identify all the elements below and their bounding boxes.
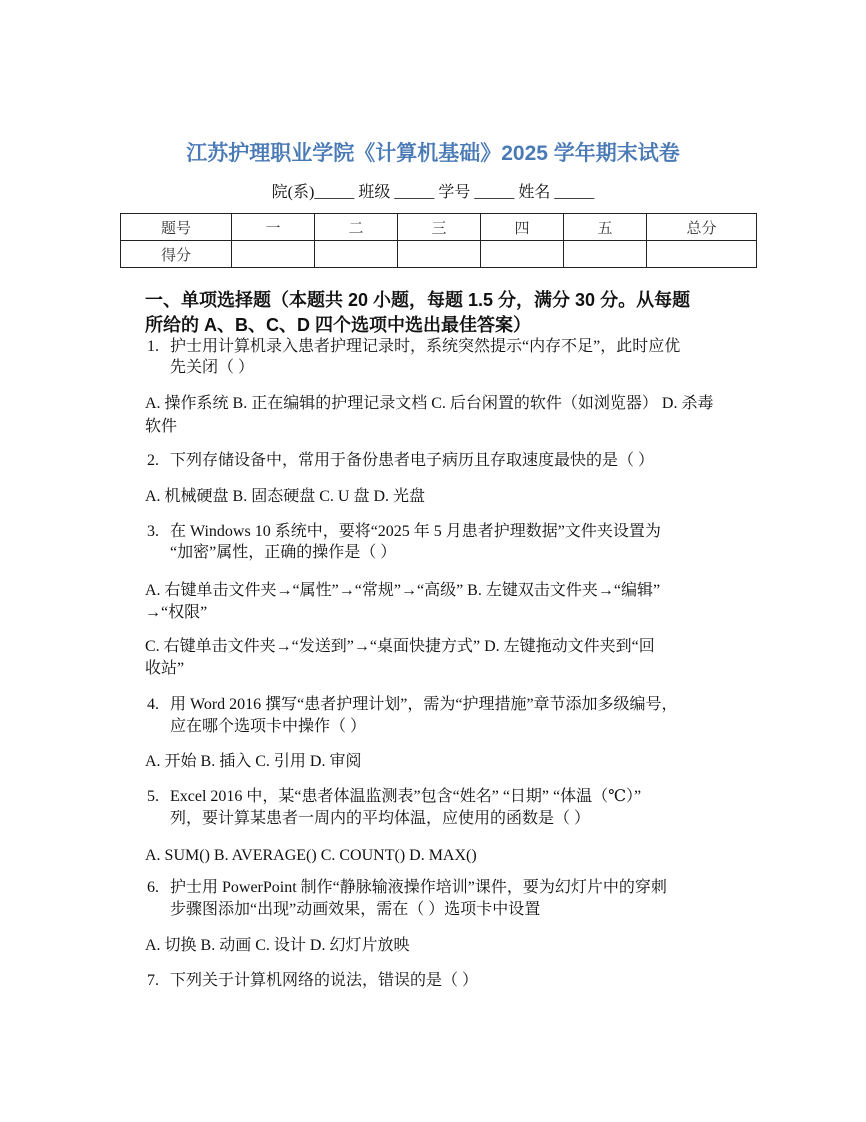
question-number: 5. xyxy=(147,788,159,805)
header-cell: 三 xyxy=(398,214,481,241)
question-text: 步骤图添加“出现”动画效果，需在（ ）选项卡中设置 xyxy=(170,901,541,918)
question-options: A. 右键单击文件夹→“属性”→“常规”→“高级” B. 左键双击文件夹→“编辑” xyxy=(145,582,661,599)
question-text: Excel 2016 中，某“患者体温监测表”包含“姓名” “日期” “体温（℃）” xyxy=(170,788,642,805)
score-cell xyxy=(398,241,481,268)
question-text: 用 Word 2016 撰写“患者护理计划”，需为“护理措施”章节添加多级编号， xyxy=(170,696,678,713)
question-text: 下列存储设备中，常用于备份患者电子病历且存取速度最快的是（ ） xyxy=(170,452,655,469)
question-number: 3. xyxy=(147,523,159,540)
header-cell: 五 xyxy=(564,214,647,241)
header-cell: 总分 xyxy=(647,214,757,241)
question-options: A. 切换 B. 动画 C. 设计 D. 幻灯片放映 xyxy=(145,937,410,954)
section-heading: 一、单项选择题（本题共 20 小题，每题 1.5 分，满分 30 分。从每题 xyxy=(145,290,691,310)
score-cell xyxy=(564,241,647,268)
question-options: C. 右键单击文件夹→“发送到”→“桌面快捷方式” D. 左键拖动文件夹到“回 xyxy=(145,638,655,655)
question-number: 2. xyxy=(147,452,159,469)
question-text: 先关闭（ ） xyxy=(170,359,255,376)
header-cell: 题号 xyxy=(121,214,232,241)
score-table-score-row xyxy=(121,241,757,268)
question-text: 护士用计算机录入患者护理记录时，系统突然提示“内存不足”，此时应优 xyxy=(170,338,681,355)
question-number: 6. xyxy=(147,879,159,896)
question-text: 下列关于计算机网络的说法，错误的是（ ） xyxy=(170,972,479,989)
question-text: 应在哪个选项卡中操作（ ） xyxy=(170,718,367,735)
header-cell: 二 xyxy=(315,214,398,241)
question-options: 软件 xyxy=(145,418,178,435)
exam-title: 江苏护理职业学院《计算机基础》2025 学年期末试卷 xyxy=(186,142,680,165)
question-options: →“权限” xyxy=(145,604,208,621)
score-table-header-row xyxy=(121,214,757,241)
question-number: 4. xyxy=(147,696,159,713)
question-options: A. 开始 B. 插入 C. 引用 D. 审阅 xyxy=(145,753,362,770)
score-table xyxy=(120,213,757,268)
question-options: A. SUM() B. AVERAGE() C. COUNT() D. MAX() xyxy=(145,847,477,864)
score-cell xyxy=(481,241,564,268)
score-cell xyxy=(232,241,315,268)
student-info-line: 院(系)_____ 班级 _____ 学号 _____ 姓名 _____ xyxy=(271,184,595,201)
question-number: 7. xyxy=(147,972,159,989)
header-cell: 一 xyxy=(232,214,315,241)
row-label: 得分 xyxy=(121,241,232,268)
question-number: 1. xyxy=(147,338,159,355)
header-cell: 四 xyxy=(481,214,564,241)
question-text: 列，要计算某患者一周内的平均体温，应使用的函数是（ ） xyxy=(170,810,591,827)
question-options: A. 机械硬盘 B. 固态硬盘 C. U 盘 D. 光盘 xyxy=(145,488,426,505)
question-text: “加密”属性，正确的操作是（ ） xyxy=(170,544,397,561)
score-cell xyxy=(647,241,757,268)
question-text: 在 Windows 10 系统中，要将“2025 年 5 月患者护理数据”文件夹设置为 xyxy=(170,523,661,540)
question-options: A. 操作系统 B. 正在编辑的护理记录文档 C. 后台闲置的软件（如浏览器） D. 杀毒 xyxy=(145,395,714,412)
question-options: 收站” xyxy=(145,660,185,677)
section-heading: 所给的 A、B、C、D 四个选项中选出最佳答案） xyxy=(145,315,531,335)
score-cell xyxy=(315,241,398,268)
question-text: 护士用 PowerPoint 制作“静脉输液操作培训”课件，要为幻灯片中的穿刺 xyxy=(170,879,667,896)
